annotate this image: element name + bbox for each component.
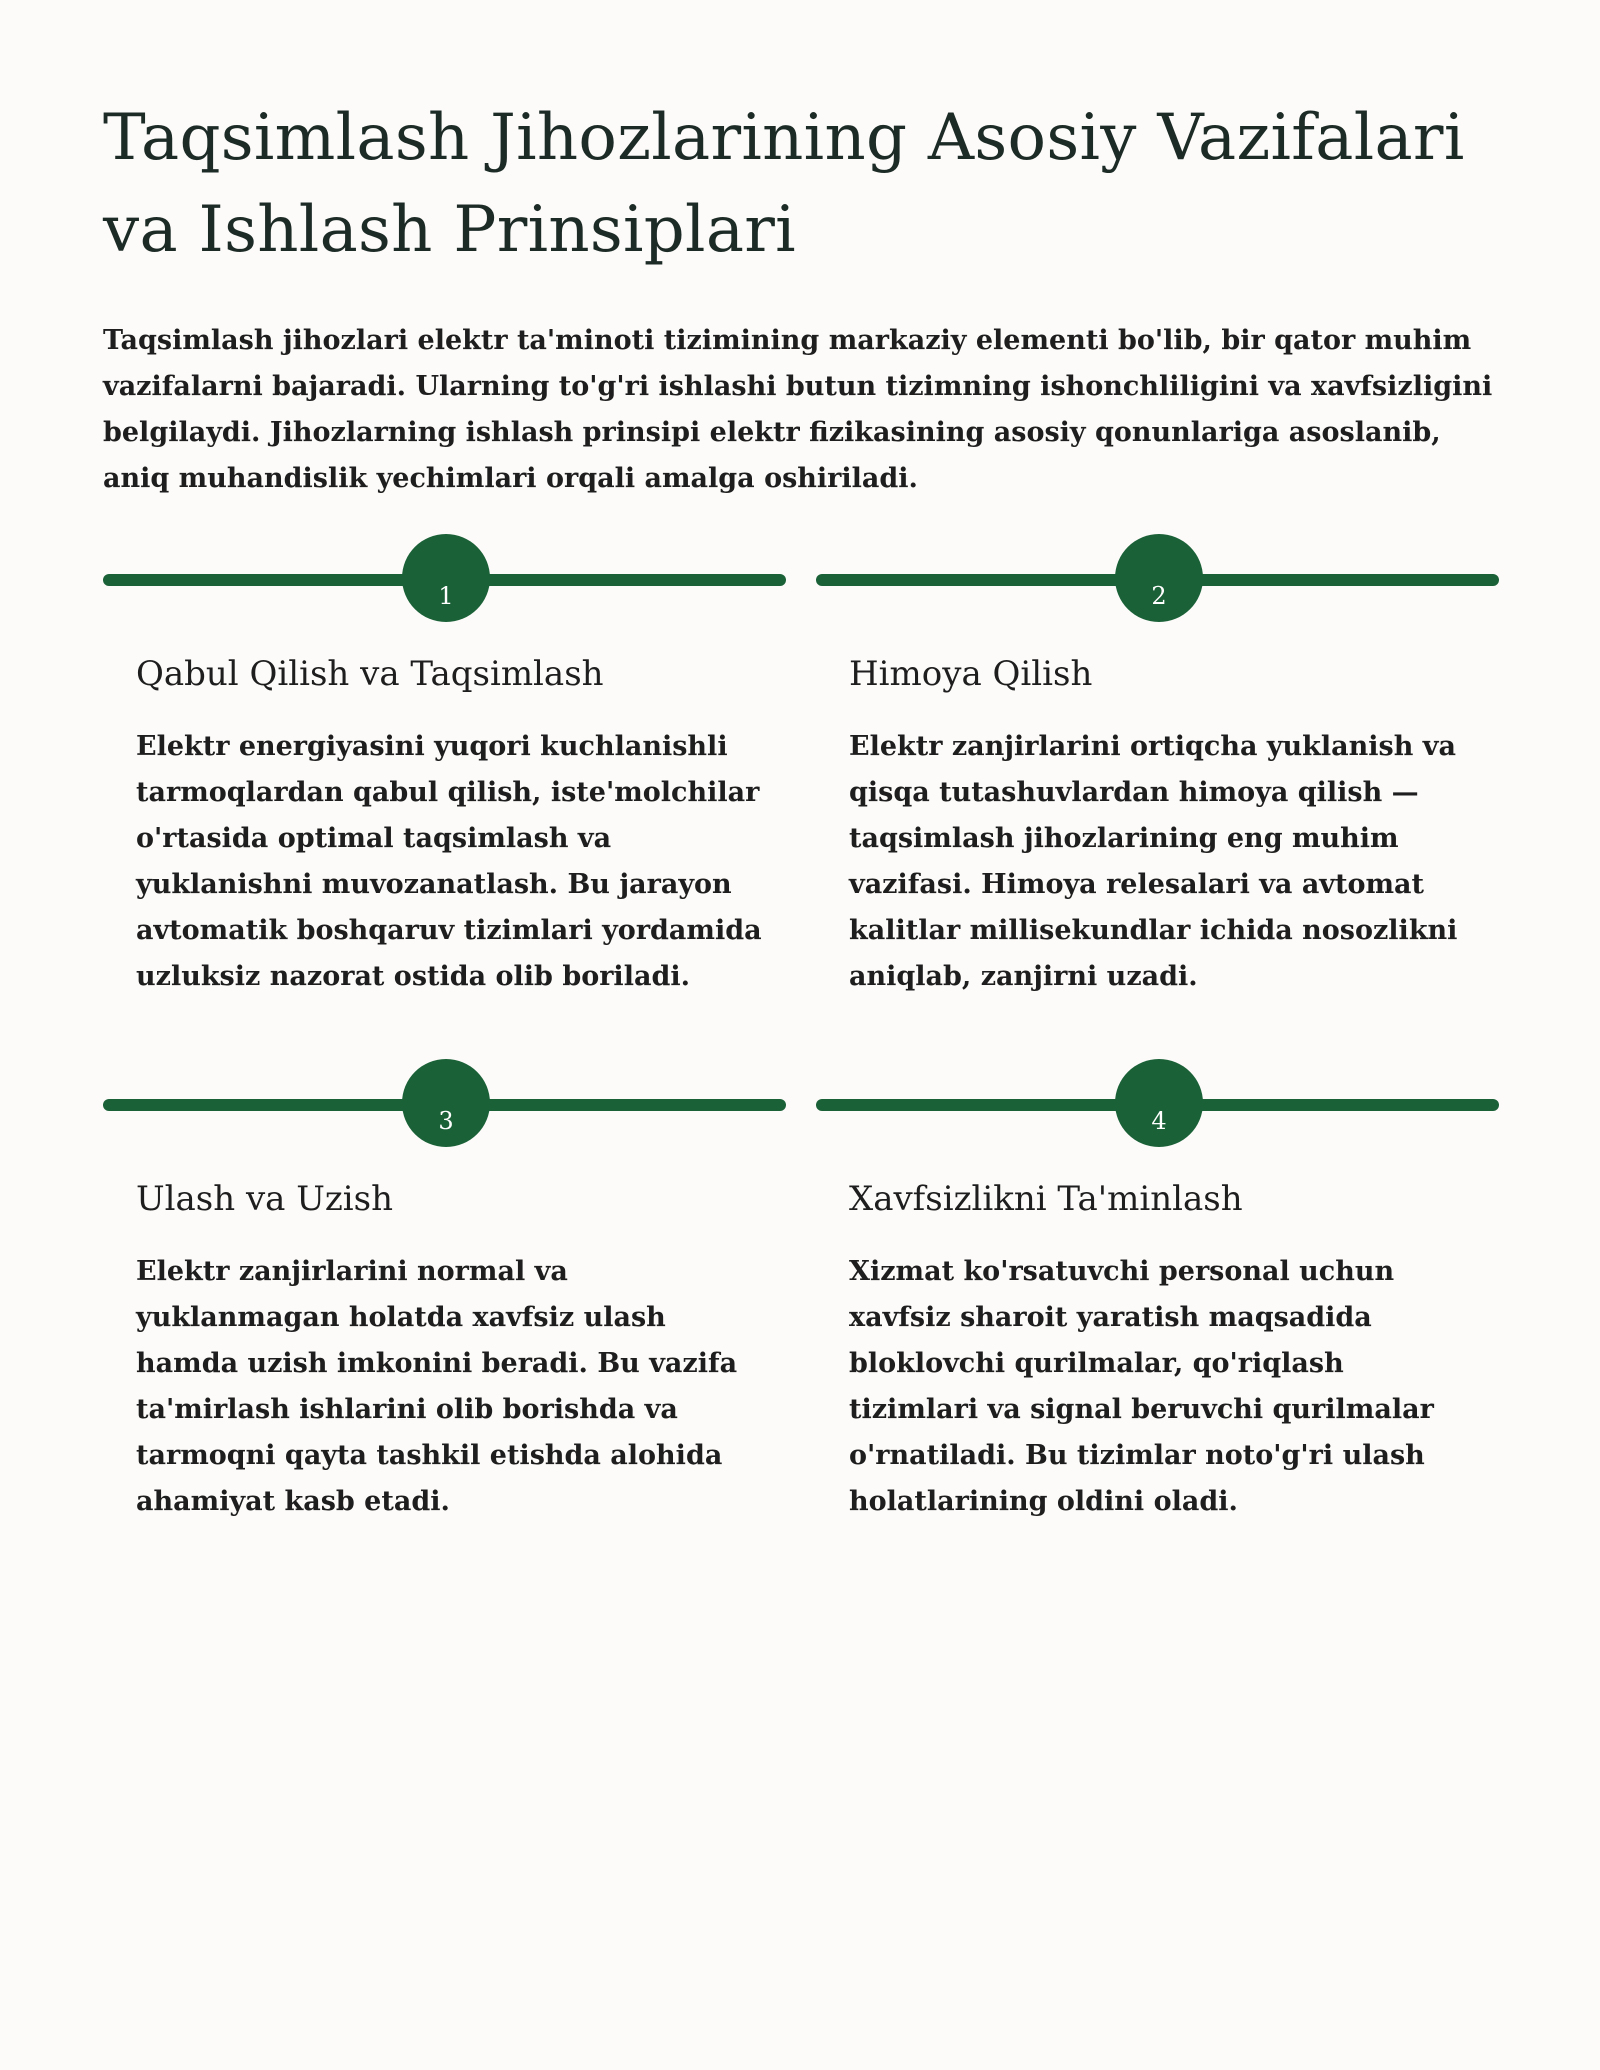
card-title: Himoya Qilish — [849, 654, 1093, 694]
card-description: Elektr energiyasini yuqori kuchlanishli tarmoqlardan qabul qilish, iste'molchilar o'rtasida optimal taqsimlash va yuklanishni muvozanatlash. Bu jarayon avtomatik boshqaruv tizimlari yordamida uzluksiz nazorat ostida olib boriladi. — [136, 731, 762, 992]
card-number-badge: 1 — [402, 534, 490, 622]
page-title: Taqsimlash Jihozlarining Asosiy Vazifalari va Ishlash Prinsiplari — [103, 101, 1465, 267]
card-title: Ulash va Uzish — [136, 1179, 394, 1219]
card-description: Xizmat ko'rsatuvchi personal uchun xavfsiz sharoit yaratish maqsadida bloklovchi qurilmalar, qo'riqlash tizimlari va signal beruvchi qurilmalar o'rnatiladi. Bu tizimlar noto'g'ri ulash holatlarining oldini oladi. — [849, 1256, 1434, 1517]
function-card-2 — [816, 534, 1499, 1034]
card-number-badge: 2 — [1115, 534, 1203, 622]
card-description: Elektr zanjirlarini ortiqcha yuklanish va qisqa tutashuvlardan himoya qilish — taqsimlash jihozlarining eng muhim vazifasi. Himoya relesalari va avtomat kalitlar millisekundlar ichida nosozlikni aniqlab, zanjirni uzadi. — [849, 731, 1458, 992]
card-number-badge: 3 — [402, 1059, 490, 1147]
function-card-3 — [103, 1059, 786, 1517]
card-description: Elektr zanjirlarini normal va yuklanmagan holatda xavfsiz ulash hamda uzish imkonini beradi. Bu vazifa ta'mirlash ishlarini olib borishda va tarmoqni qayta tashkil etishda alohida ahamiyat kasb etadi. — [136, 1256, 738, 1517]
function-card-4 — [816, 1059, 1499, 1517]
intro-paragraph: Taqsimlash jihozlari elektr ta'minoti tizimining markaziy elementi bo'lib, bir qator muhim vazifalarni bajaradi. Ularning to'g'ri ishlashi butun tizimning ishonchliligini va xavfsizligini belgilaydi. Jihozlarning ishlash prinsipi elektr fizikasining asosiy qonunlariga asoslanib, aniq muhandislik yechimlari orqali amalga oshiriladi. — [103, 325, 1493, 494]
card-number-badge: 4 — [1115, 1059, 1203, 1147]
card-title: Qabul Qilish va Taqsimlash — [136, 654, 604, 694]
function-card-1 — [103, 534, 786, 1034]
card-title: Xavfsizlikni Ta'minlash — [849, 1179, 1243, 1219]
